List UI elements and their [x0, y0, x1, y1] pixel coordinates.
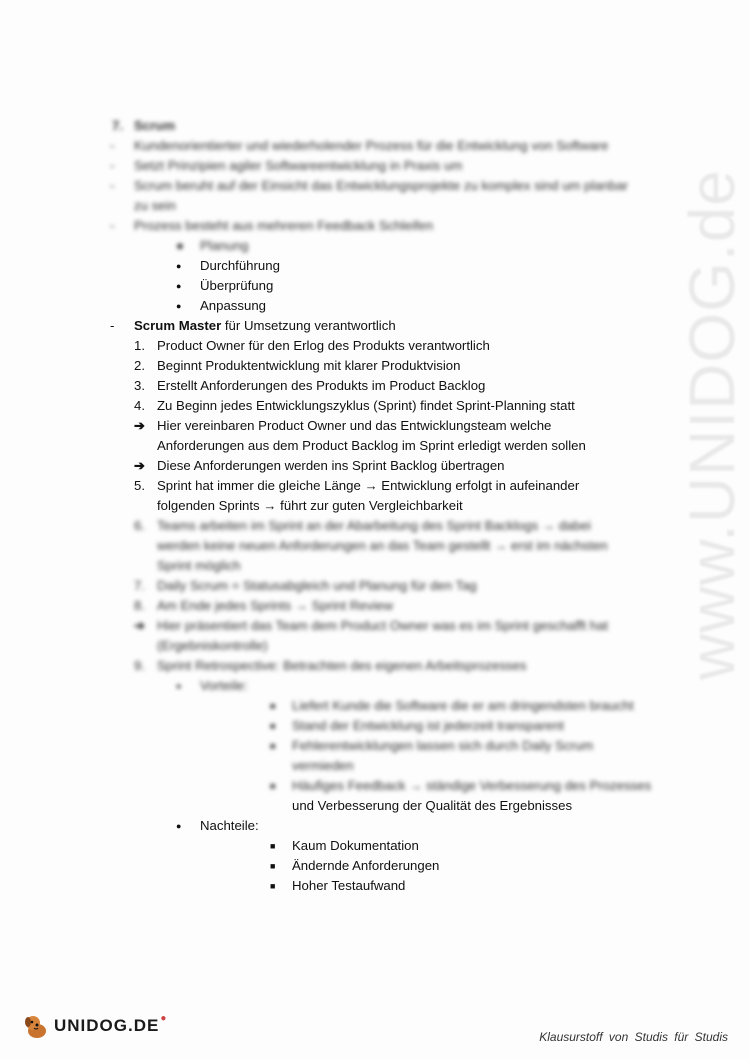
numbered-item: 6. Teams arbeiten im Sprint an der Abarbeitung des Sprint Backlogs → dabei — [134, 518, 591, 533]
numbered-item-continuation: Sprint möglich — [157, 558, 241, 573]
numbered-item: 4. Zu Beginn jedes Entwicklungszyklus (Sprint) findet Sprint-Planning statt — [134, 398, 575, 413]
square-bullet-icon: ■ — [270, 881, 276, 891]
bullet-icon: ● — [176, 821, 182, 831]
bullet-icon: ● — [176, 261, 182, 271]
dog-mascot-icon — [22, 1012, 50, 1040]
square-bullet-item: ■ Kaum Dokumentation — [108, 836, 668, 856]
numbered-item: 8. Am Ende jedes Sprints → Sprint Review — [134, 598, 394, 613]
bullet-item: ● Nachteile: — [108, 816, 668, 836]
square-bullet-icon: ■ — [270, 861, 276, 871]
numbered-item: 5. Sprint hat immer die gleiche Länge → Entwicklung erfolgt in aufeinander — [134, 478, 580, 493]
square-bullet-item: ■ Häufiges Feedback → ständige Verbesserung des Prozesses — [108, 776, 668, 796]
bullet-item: ● Planung — [108, 236, 668, 256]
paw-icon: ● — [160, 1012, 167, 1024]
square-bullet-continuation: und Verbesserung der Qualität des Ergebnisses — [292, 798, 573, 813]
square-bullet-continuation: vermieden — [292, 758, 354, 773]
arrow-item: ➔ Diese Anforderungen werden ins Sprint Backlog übertragen — [108, 456, 668, 476]
numbered-item: 7. Daily Scrum = Statusabgleich und Planung für den Tag — [134, 578, 477, 593]
square-bullet-item: ■ Fehlerentwicklungen lassen sich durch Daily Scrum — [108, 736, 668, 756]
square-bullet-item: ■ Stand der Entwicklung ist jederzeit transparent — [108, 716, 668, 736]
numbered-item: 2. Beginnt Produktentwicklung mit klarer Produktvision — [134, 358, 461, 373]
square-bullet-icon: ■ — [270, 701, 276, 711]
numbered-item: 9. Sprint Retrospective: Betrachten des eigenen Arbeitsprozesses — [134, 658, 527, 673]
numbered-item-continuation: folgenden Sprints → führt zur guten Vergleichbarkeit — [157, 498, 463, 513]
list-item-continuation: zu sein — [134, 198, 176, 213]
numbered-item: 3. Erstellt Anforderungen des Produkts im Product Backlog — [134, 378, 486, 393]
bullet-item: ● Durchführung — [108, 256, 668, 276]
list-item: - Scrum beruht auf der Einsicht das Entwicklungsprojekte zu komplex sind um planbar — [110, 178, 629, 193]
bullet-icon: ● — [176, 301, 182, 311]
bullet-icon: ● — [176, 238, 184, 253]
square-bullet-item: ■ Ändernde Anforderungen — [108, 856, 668, 876]
document-body — [108, 116, 668, 896]
bullet-icon: ● — [176, 681, 182, 691]
bullet-icon: ● — [176, 281, 182, 291]
arrow-right-icon: ➔ — [134, 458, 146, 473]
logo-wordmark: UNIDOG.DE — [54, 1016, 160, 1035]
bullet-item: ● Anpassung — [108, 296, 668, 316]
arrow-item-continuation: (Ergebniskontrolle) — [157, 638, 268, 653]
arrow-item-continuation: Anforderungen aus dem Product Backlog im Sprint erledigt werden sollen — [157, 438, 586, 453]
square-bullet-item: ■ Liefert Kunde die Software die er am dringendsten braucht — [108, 696, 668, 716]
square-bullet-icon: ■ — [270, 841, 276, 851]
arrow-item: ➔ Hier vereinbaren Product Owner und das Entwicklungsteam welche — [108, 416, 668, 436]
list-item: - Kundenorientierter und wiederholender Prozess für die Entwicklung von Software — [110, 138, 609, 153]
list-item: - Scrum Master für Umsetzung verantwortlich — [110, 318, 396, 333]
numbered-item-continuation: werden keine neuen Anforderungen an das Team gestellt → erst im nächsten — [157, 538, 608, 553]
arrow-right-icon: ➔ — [134, 418, 146, 433]
footer-tagline: Klausurstoff von Studis für Studis — [539, 1030, 728, 1044]
list-item: - Prozess besteht aus mehreren Feedback Schleifen — [110, 218, 434, 233]
square-bullet-icon: ■ — [270, 781, 276, 791]
bullet-item: ● Vorteile: — [108, 676, 668, 696]
arrow-right-icon: ➔ — [134, 618, 146, 633]
list-item: - Setzt Prinzipien agiler Softwareentwicklung in Praxis um — [110, 158, 463, 173]
arrow-item: ➔ Hier präsentiert das Team dem Product Owner was es im Sprint geschafft hat — [108, 616, 668, 636]
section-heading: 7. Scrum — [112, 118, 176, 133]
square-bullet-icon: ■ — [270, 721, 276, 731]
watermark: www.UNIDOG.de — [676, 169, 748, 680]
square-bullet-icon: ■ — [270, 741, 276, 751]
bullet-item: ● Überprüfung — [108, 276, 668, 296]
square-bullet-item: ■ Hoher Testaufwand — [108, 876, 668, 896]
footer-logo[interactable] — [22, 1012, 166, 1040]
numbered-item: 1. Product Owner für den Erlog des Produkts verantwortlich — [134, 338, 490, 353]
